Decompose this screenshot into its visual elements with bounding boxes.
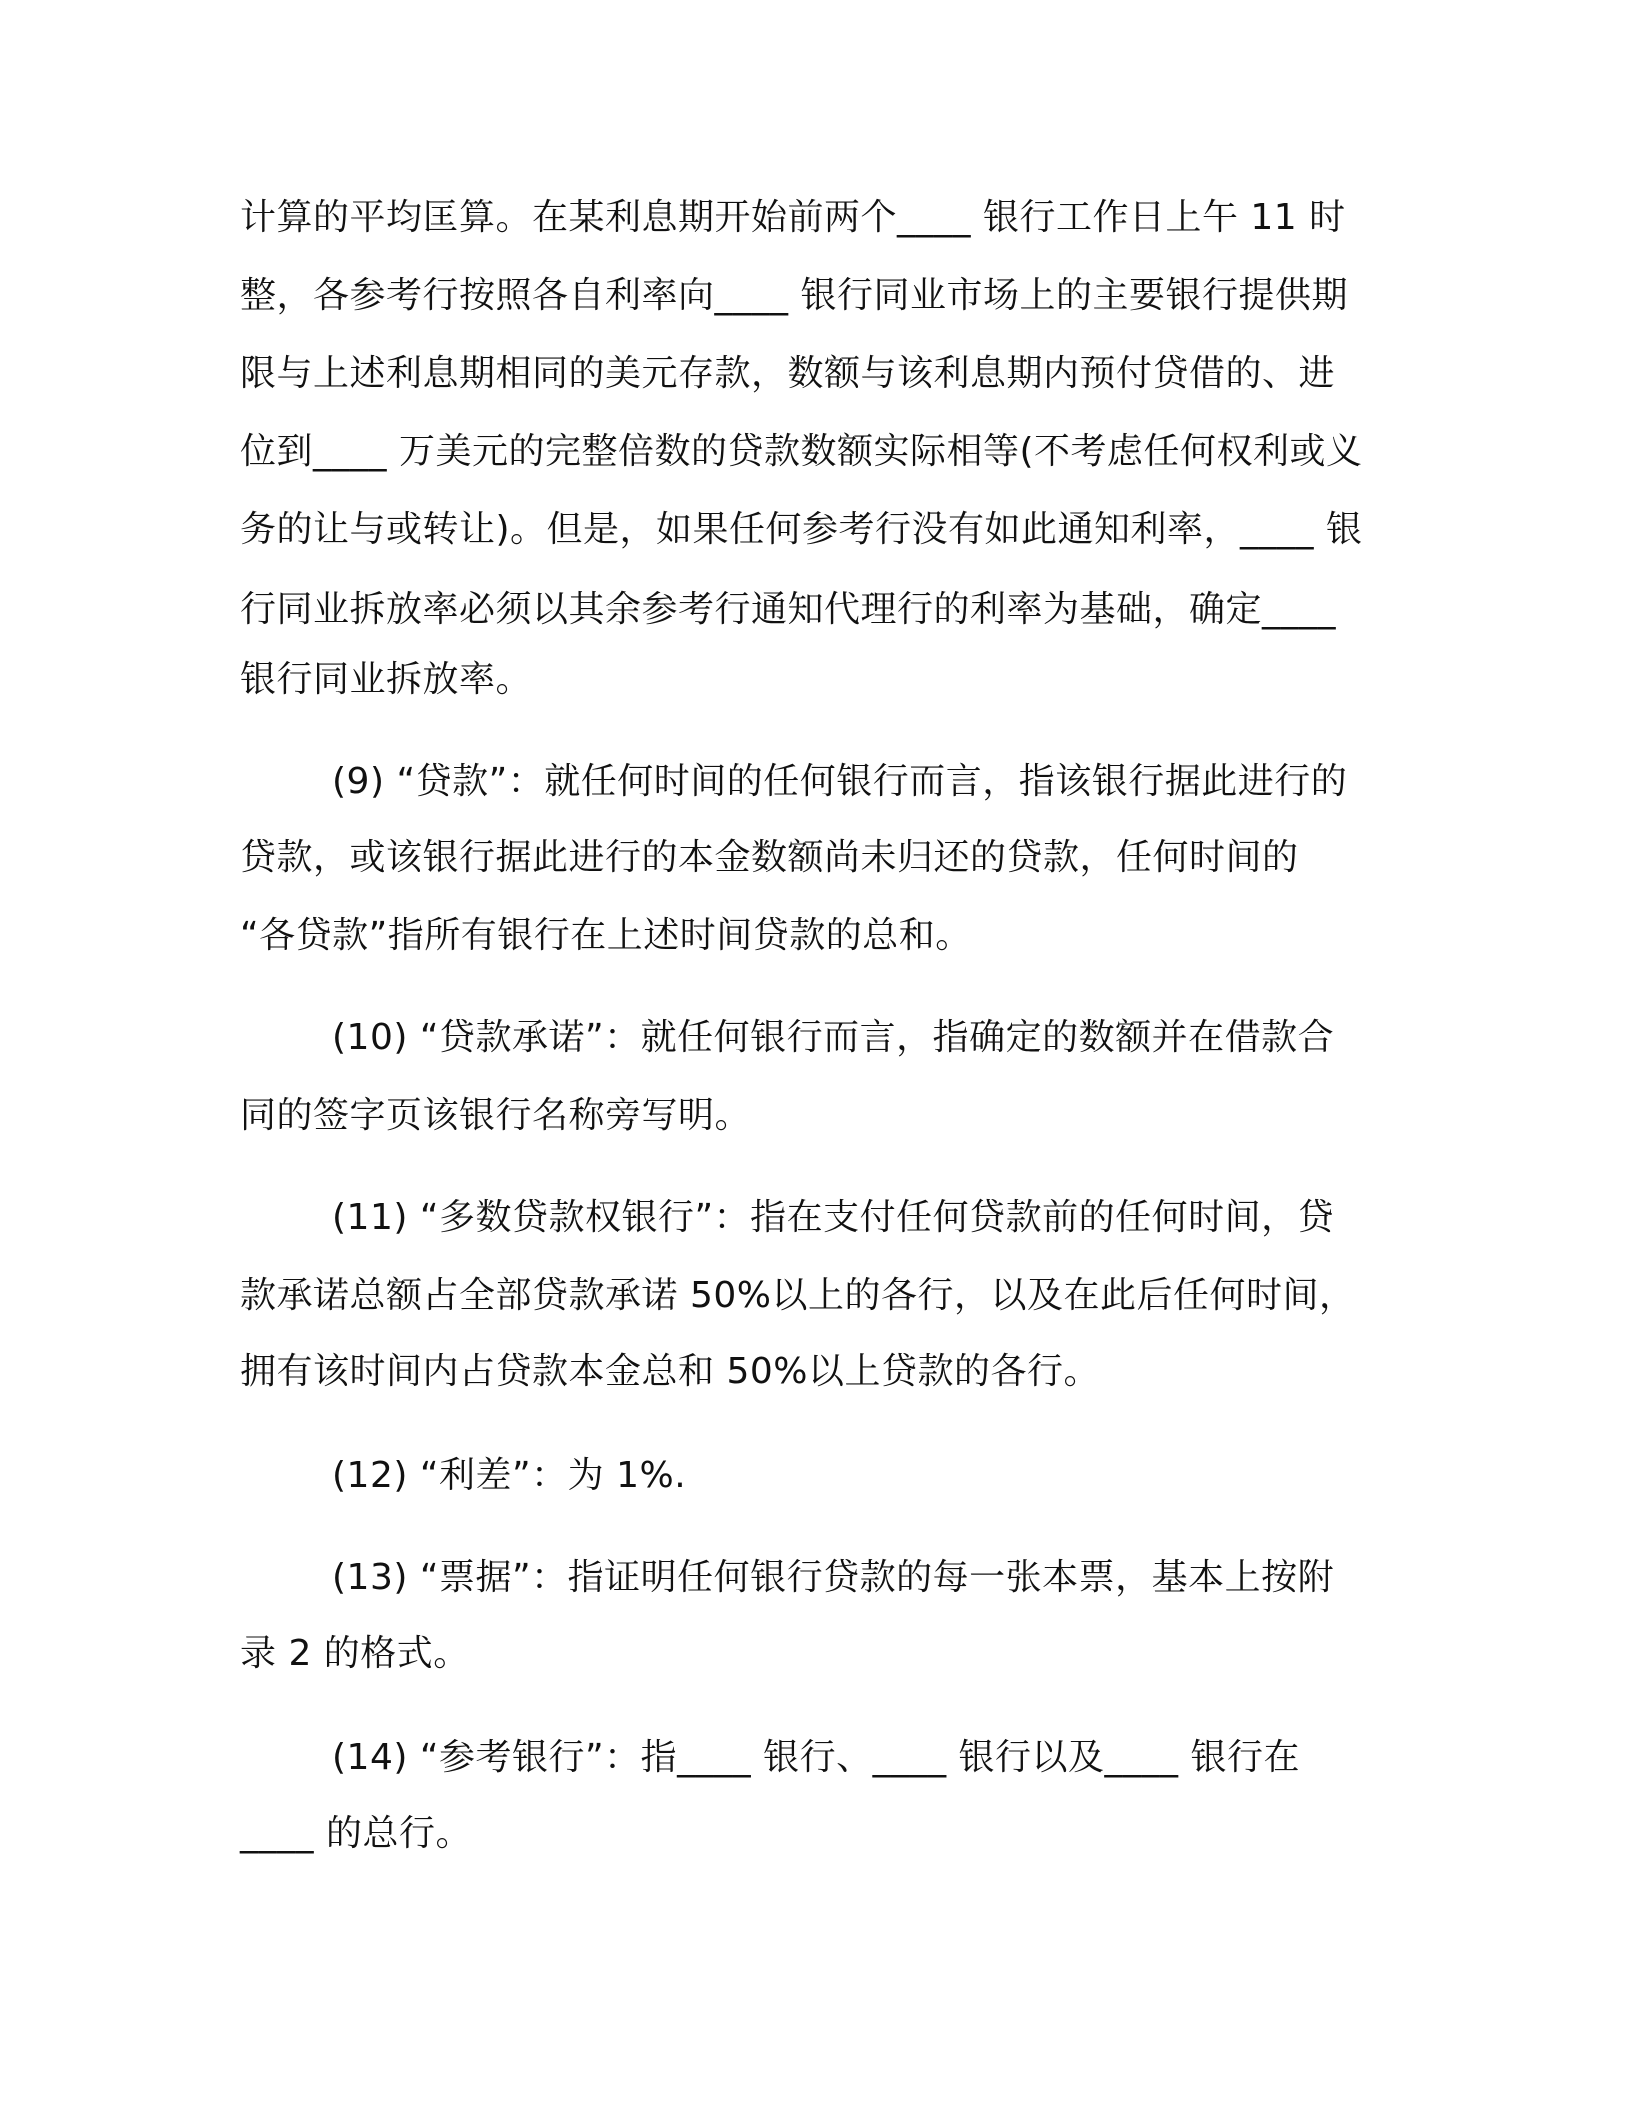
text-line: “各贷款”指所有银行在上述时间贷款的总和。 <box>240 915 972 956</box>
text-line: 同的签字页该银行名称旁写明。 <box>240 1095 752 1136</box>
text-line: (10) “贷款承诺”：就任何银行而言，指确定的数额并在借款合 <box>332 1017 1335 1058</box>
text-line: (13) “票据”：指证明任何银行贷款的每一张本票，基本上按附 <box>332 1557 1335 1598</box>
text-line: 贷款，或该银行据此进行的本金数额尚未归还的贷款，任何时间的 <box>240 837 1299 878</box>
text-line: 务的让与或转让)。但是，如果任何参考行没有如此通知利率，____ 银 <box>240 509 1363 550</box>
text-line: 位到____ 万美元的完整倍数的贷款数额实际相等(不考虑任何权利或义 <box>240 431 1363 472</box>
text-line: 拥有该时间内占贷款本金总和 50%以上贷款的各行。 <box>240 1351 1100 1392</box>
text-line: ____ 的总行。 <box>240 1813 472 1854</box>
text-line: 银行同业拆放率。 <box>240 659 533 700</box>
text-line: 计算的平均匡算。在某利息期开始前两个____ 银行工作日上午 11 时 <box>240 197 1346 238</box>
text-line: 限与上述利息期相同的美元存款，数额与该利息期内预付贷借的、进 <box>240 353 1336 394</box>
text-line: (12) “利差”：为 1%. <box>332 1455 687 1496</box>
text-line: 整，各参考行按照各自利率向____ 银行同业市场上的主要银行提供期 <box>240 275 1348 316</box>
text-line: 行同业拆放率必须以其余参考行通知代理行的利率为基础，确定____ <box>240 589 1337 630</box>
text-line: 款承诺总额占全部贷款承诺 50%以上的各行，以及在此后任何时间， <box>240 1275 1356 1316</box>
text-line: (11) “多数贷款权银行”：指在支付任何贷款前的任何时间，贷 <box>332 1197 1335 1238</box>
text-line: (9) “贷款”：就任何时间的任何银行而言，指该银行据此进行的 <box>332 761 1348 802</box>
text-line: 录 2 的格式。 <box>240 1633 470 1674</box>
text-line: (14) “参考银行”：指____ 银行、____ 银行以及____ 银行在 <box>332 1737 1300 1778</box>
